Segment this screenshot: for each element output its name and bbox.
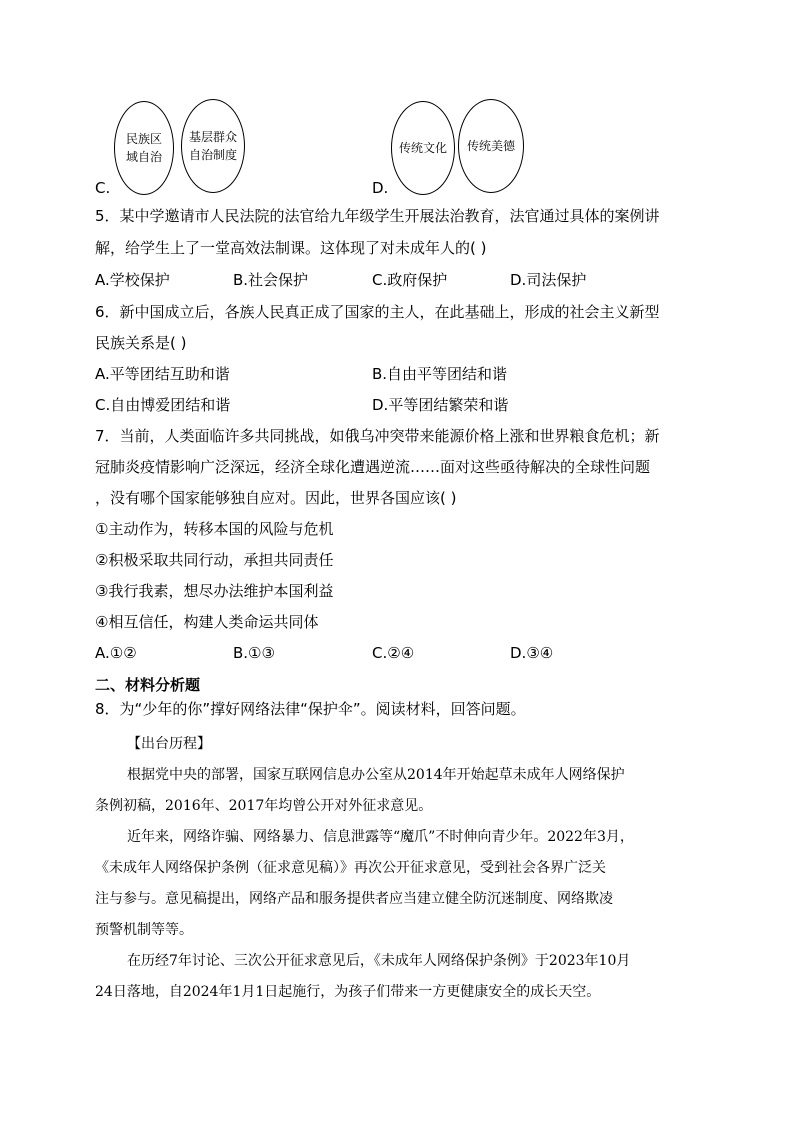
q5-option-d: D.司法保护	[510, 271, 587, 289]
q4-option-d-left-oval	[391, 101, 455, 195]
material-p1-line1: 根据党中央的部署，国家互联网信息办公室从2014年开始起草未成年人网络保护	[127, 767, 625, 783]
oval-text-line: 域自治	[125, 150, 162, 164]
q6-stem-line1: 6．新中国成立后，各族人民真正成了国家的主人，在此基础上，形成的社会主义新型	[95, 303, 660, 321]
q5-stem-line1: 5．某中学邀请市人民法院的法官给九年级学生开展法治教育，法官通过具体的案例讲	[95, 207, 660, 225]
material-p3-line1: 在历经7年讨论、三次公开征求意见后，《未成年人网络保护条例》于2023年10月	[127, 953, 631, 969]
oval-text-line: 民族区	[125, 132, 162, 146]
q7-option-b: B.①③	[233, 644, 275, 662]
q7-stem-line1: 7．当前，人类面临许多共同挑战，如俄乌冲突带来能源价格上涨和世界粮食危机；新	[95, 427, 660, 445]
q6-option-a: A.平等团结互助和谐	[95, 365, 230, 383]
q7-option-d: D.③④	[510, 644, 554, 662]
q4-option-c-left-oval	[114, 101, 174, 195]
material-p1-line2: 条例初稿，2016年、2017年均曾公开对外征求意见。	[95, 798, 433, 814]
q4-option-c-label: C.	[95, 179, 111, 197]
q6-stem-line2: 民族关系是( )	[95, 334, 187, 352]
section-title: 二、材料分析题	[95, 676, 201, 694]
q7-statement-1: ①主动作为，转移本国的风险与危机	[95, 520, 334, 538]
material-p2-line3: 注与参与。意见稿提出，网络产品和服务提供者应当建立健全防沉迷制度、网络欺凌	[95, 891, 613, 907]
q4-option-d-right-oval	[458, 99, 524, 193]
q7-statement-4: ④相互信任，构建人类命运共同体	[95, 613, 319, 631]
material-heading: 【出台历程】	[127, 736, 211, 752]
q6-option-b: B.自由平等团结和谐	[372, 365, 508, 383]
q7-statement-2: ②积极采取共同行动，承担共同责任	[95, 551, 334, 569]
material-p2-line2: 《未成年人网络保护条例（征求意见稿）》再次公开征求意见，受到社会各界广泛关	[95, 860, 606, 876]
q7-stem-line3: ，没有哪个国家能够独自应对。因此，世界各国应该( )	[95, 489, 457, 507]
q5-option-b: B.社会保护	[233, 271, 309, 289]
q7-statement-3: ③我行我素，想尽办法维护本国利益	[95, 582, 334, 600]
q5-stem-line2: 解，给学生上了一堂高效法制课。这体现了对未成年人的( )	[95, 239, 487, 257]
q6-option-c: C.自由博爱团结和谐	[95, 396, 231, 414]
material-p2-line4: 预警机制等等。	[95, 922, 193, 938]
material-p2-line1: 近年来，网络诈骗、网络暴力、信息泄露等“魔爪”不时伸向青少年。2022年3月，	[127, 829, 634, 845]
q7-stem-line2: 冠肺炎疫情影响广泛深远，经济全球化遭遇逆流……面对这些亟待解决的全球性问题	[95, 458, 651, 476]
oval-text-line: 传统文化	[398, 141, 447, 155]
q5-option-c: C.政府保护	[372, 271, 448, 289]
q7-option-a: A.①②	[95, 644, 137, 662]
oval-text-line: 自治制度	[188, 148, 237, 162]
oval-text-line: 传统美德	[466, 139, 515, 153]
q7-option-c: C.②④	[372, 644, 415, 662]
material-p3-line2: 24日落地，自2024年1月1日起施行，为孩子们带来一方更健康安全的成长天空。	[95, 984, 601, 1000]
q6-option-d: D.平等团结繁荣和谐	[372, 396, 509, 414]
q8-stem: 8．为“少年的你”撑好网络法律“保护伞”。阅读材料，回答问题。	[95, 700, 526, 718]
q4-option-c-right-oval	[181, 99, 245, 193]
oval-text-line: 基层群众	[188, 130, 237, 144]
q4-option-d-label: D.	[372, 179, 389, 197]
q5-option-a: A.学校保护	[95, 271, 170, 289]
